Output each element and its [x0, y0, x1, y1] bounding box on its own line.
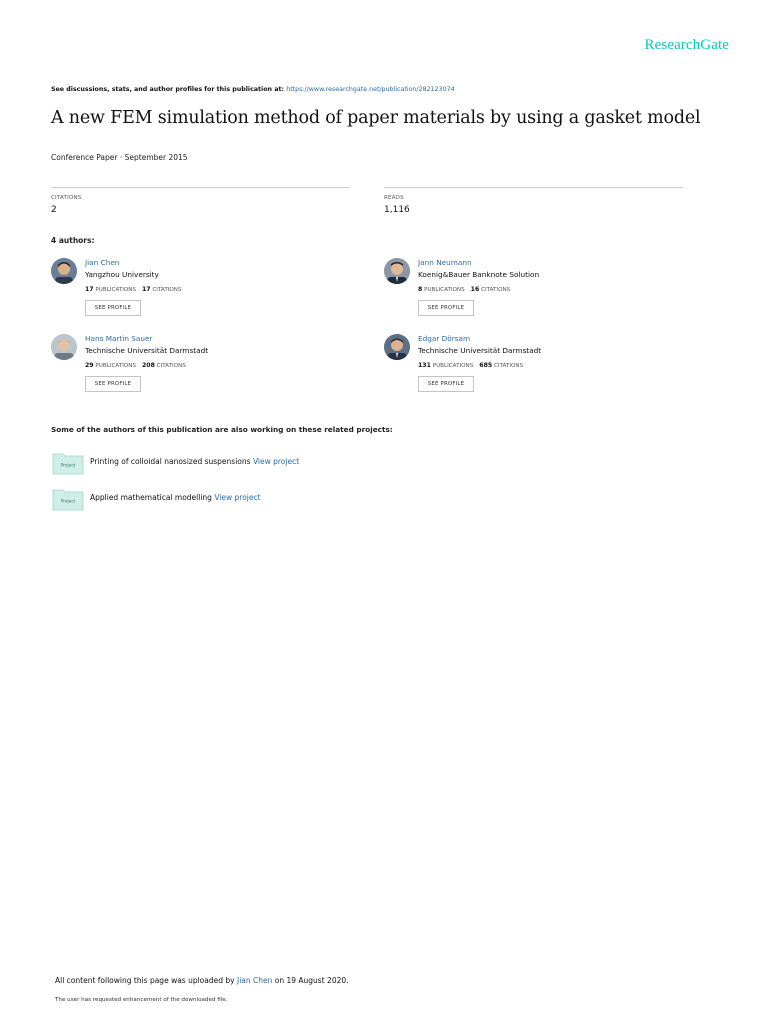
reads-count: 1,116 [384, 205, 410, 215]
project-folder-label: Project [60, 462, 76, 468]
author-card [51, 258, 341, 328]
publications-label: PUBLICATIONS [95, 363, 136, 369]
avatar[interactable] [51, 258, 77, 284]
citations-count: 2 [51, 205, 57, 215]
citations-label: CITATIONS [481, 287, 511, 293]
author-name-link[interactable]: Jian Chen [85, 258, 120, 267]
citations-label: CITATIONS [156, 363, 186, 369]
publication-title: A new FEM simulation method of paper materials by using a gasket model [51, 108, 701, 128]
publications-label: PUBLICATIONS [95, 287, 136, 293]
enhancement-footnote: The user has requested enhancement of the downloaded file. [55, 997, 228, 1003]
authors-label: 4 authors: [51, 236, 95, 245]
avatar[interactable] [51, 334, 77, 360]
project-name: Printing of colloidal nanosized suspensions [90, 457, 253, 466]
see-profile-button[interactable]: SEE PROFILE [85, 376, 141, 392]
author-stats [418, 362, 523, 369]
project-title [90, 493, 261, 502]
publications-label: PUBLICATIONS [424, 287, 465, 293]
project-folder-label: Project [60, 498, 76, 504]
citations-count: 208 [141, 362, 155, 369]
publication-url-link[interactable]: https://www.researchgate.net/publication/282123074 [286, 86, 455, 93]
upload-suffix: on 19 August 2020. [272, 976, 349, 985]
citations-label: CITATIONS [51, 195, 82, 201]
avatar[interactable] [384, 258, 410, 284]
author-card [51, 334, 341, 404]
project-name: Applied mathematical modelling [90, 493, 215, 502]
author-card [384, 258, 674, 328]
see-profile-button[interactable]: SEE PROFILE [85, 300, 141, 316]
author-institution: Technische Universität Darmstadt [85, 346, 209, 355]
project-title [90, 457, 299, 466]
discussion-note [51, 86, 455, 93]
citations-count: 685 [479, 362, 493, 369]
view-project-link[interactable]: View project [252, 457, 300, 466]
related-projects-label: Some of the authors of this publication are also working on these related projects: [51, 425, 393, 434]
author-name-link[interactable]: Edgar Dörsam [418, 334, 471, 343]
publication-meta: Conference Paper · September 2015 [51, 153, 188, 162]
upload-prefix: All content following this page was uploaded by [55, 976, 237, 985]
publications-count: 29 [85, 362, 94, 369]
citations-count: 17 [141, 286, 151, 293]
project-item [52, 451, 372, 475]
publications-count: 17 [85, 286, 94, 293]
discussion-prefix: See discussions, stats, and author profiles for this publication at: [51, 86, 287, 93]
author-institution: Yangzhou University [85, 270, 159, 279]
author-stats [418, 286, 510, 293]
avatar[interactable] [384, 334, 410, 360]
citations-count: 16 [470, 286, 480, 293]
view-project-link[interactable]: View project [214, 493, 261, 502]
see-profile-button[interactable]: SEE PROFILE [418, 300, 474, 316]
author-stats [85, 362, 186, 369]
citations-divider [51, 187, 350, 188]
author-stats [85, 286, 182, 293]
author-name-link[interactable]: Jann Neumann [418, 258, 472, 267]
project-item [52, 487, 372, 511]
citations-label: CITATIONS [152, 287, 182, 293]
publications-count: 8 [418, 286, 423, 293]
project-folder-icon [52, 451, 84, 475]
researchgate-logo[interactable]: ResearchGate [644, 37, 729, 53]
project-folder-icon [52, 487, 84, 511]
publications-label: PUBLICATIONS [432, 363, 474, 369]
author-name-link[interactable]: Hans Martin Sauer [85, 334, 153, 343]
upload-note [55, 976, 349, 985]
author-institution: Technische Universität Darmstadt [418, 346, 542, 355]
see-profile-button[interactable]: SEE PROFILE [418, 376, 474, 392]
author-card [384, 334, 674, 404]
uploader-link[interactable]: Jian Chen [236, 976, 273, 985]
publications-count: 131 [418, 362, 431, 369]
author-institution: Koenig&Bauer Banknote Solution [418, 270, 540, 279]
citations-label: CITATIONS [493, 363, 524, 369]
reads-divider [384, 187, 683, 188]
reads-label: READS [384, 195, 404, 201]
